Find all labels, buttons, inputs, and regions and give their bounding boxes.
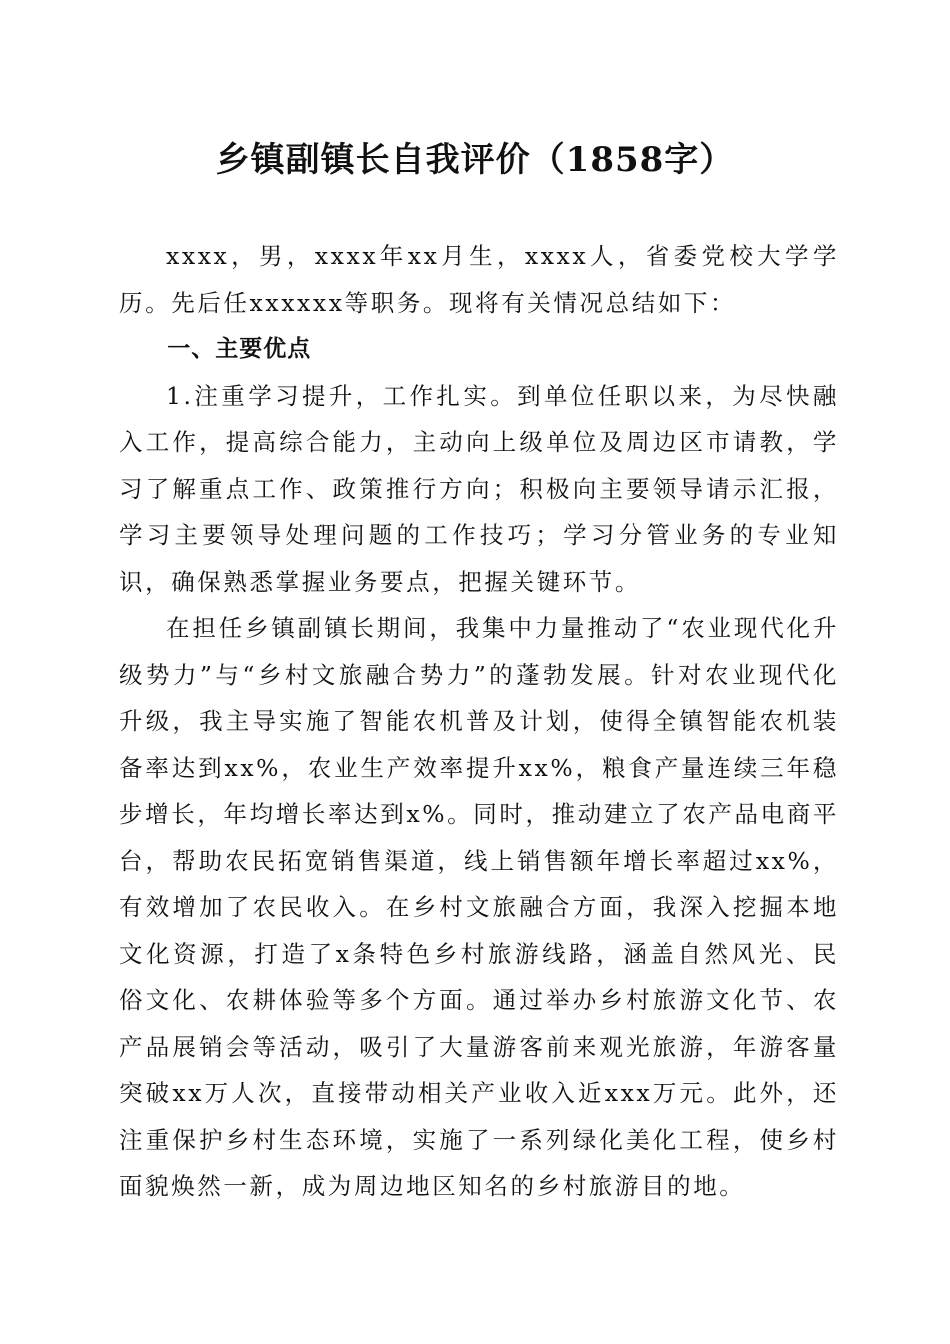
document-title: 乡镇副镇长自我评价（1858字） (215, 140, 735, 180)
intro-paragraph: xxxx，男，xxxx年xx月生，xxxx人，省委党校大学学历。先后任xxxxxx等职务。现将有关情况总结如下： (119, 242, 839, 317)
point-1-paragraph: 1.注重学习提升，工作扎实。到单位任职以来，为尽快融入工作，提高综合能力，主动向上级单位及周边区市请教，学习了解重点工作、政策推行方向；积极向主要领导请示汇报，学习主要领导处理问题的工作技巧；学习分管业务的专业知识，确保熟悉掌握业务要点，把握关键环节。 (119, 381, 839, 596)
point-1-detail-paragraph: 在担任乡镇副镇长期间，我集中力量推动了“农业现代化升级势力”与“乡村文旅融合势力”的蓬勃发展。针对农业现代化升级，我主导实施了智能农机普及计划，使得全镇智能农机装备率达到xx%，农业生产效率提升xx%，粮食产量连续三年稳步增长，年均增长率达到x%。同时，推动建立了农产品电商平台，帮助农民拓宽销售渠道，线上销售额年增长率超过xx%，有效增加了农民收入。在乡村文旅融合方面，我深入挖掘本地文化资源，打造了x条特色乡村旅游线路，涵盖自然风光、民俗文化、农耕体验等多个方面。通过举办乡村旅游文化节、农产品展销会等活动，吸引了大量游客前来观光旅游，年游客量突破xx万人次，直接带动相关产业收入近xxx万元。此外，还注重保护乡村生态环境，实施了一系列绿化美化工程，使乡村面貌焕然一新，成为周边地区知名的乡村旅游目的地。 (119, 614, 839, 1200)
document-body (119, 233, 839, 1210)
section-heading: 一、主要优点 (167, 336, 312, 362)
